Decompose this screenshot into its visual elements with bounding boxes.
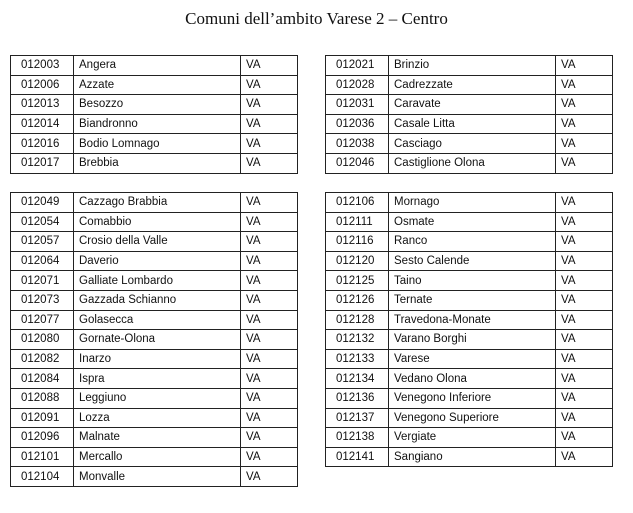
table-row [11, 388, 298, 408]
province-code: VA [241, 251, 298, 271]
table-row [11, 134, 298, 154]
comune-code: 012046 [326, 153, 389, 173]
province-code: VA [241, 193, 298, 213]
comune-code: 012116 [326, 232, 389, 252]
province-code: VA [241, 408, 298, 428]
table-row [11, 251, 298, 271]
province-code: VA [556, 251, 613, 271]
comune-code: 012138 [326, 428, 389, 448]
comune-code: 012141 [326, 447, 389, 467]
province-code: VA [556, 447, 613, 467]
comune-name: Sangiano [389, 447, 556, 467]
table-row [11, 330, 298, 350]
comune-name: Travedona-Monate [389, 310, 556, 330]
table-row [326, 310, 613, 330]
comune-name: Biandronno [74, 114, 241, 134]
comune-code: 012016 [11, 134, 74, 154]
table-row [326, 251, 613, 271]
province-code: VA [556, 428, 613, 448]
province-code: VA [241, 310, 298, 330]
table-row [11, 75, 298, 95]
province-code: VA [556, 290, 613, 310]
table-row [326, 369, 613, 389]
table-row [11, 56, 298, 76]
table-row [11, 349, 298, 369]
province-code: VA [241, 428, 298, 448]
comune-name: Varano Borghi [389, 330, 556, 350]
comuni-table-1 [10, 55, 298, 174]
table-row [326, 447, 613, 467]
comuni-table-2 [325, 55, 613, 174]
province-code: VA [241, 95, 298, 115]
comune-code: 012101 [11, 447, 74, 467]
province-code: VA [556, 271, 613, 291]
province-code: VA [556, 388, 613, 408]
table-row [326, 428, 613, 448]
comune-code: 012134 [326, 369, 389, 389]
table-row [11, 271, 298, 291]
comune-code: 012126 [326, 290, 389, 310]
table-row [11, 232, 298, 252]
comuni-table-3 [10, 192, 298, 487]
comune-code: 012125 [326, 271, 389, 291]
comune-name: Lozza [74, 408, 241, 428]
table-row [11, 467, 298, 487]
comune-code: 012036 [326, 114, 389, 134]
province-code: VA [241, 75, 298, 95]
province-code: VA [556, 212, 613, 232]
comune-code: 012017 [11, 153, 74, 173]
comune-name: Comabbio [74, 212, 241, 232]
province-code: VA [556, 330, 613, 350]
comune-name: Ternate [389, 290, 556, 310]
comune-code: 012071 [11, 271, 74, 291]
table-row [326, 95, 613, 115]
comune-code: 012073 [11, 290, 74, 310]
comune-name: Brebbia [74, 153, 241, 173]
comune-code: 012106 [326, 193, 389, 213]
table-row [326, 330, 613, 350]
comune-name: Besozzo [74, 95, 241, 115]
table-row [11, 290, 298, 310]
comune-name: Brinzio [389, 56, 556, 76]
comune-name: Castiglione Olona [389, 153, 556, 173]
province-code: VA [556, 75, 613, 95]
province-code: VA [556, 114, 613, 134]
comune-name: Mornago [389, 193, 556, 213]
province-code: VA [241, 134, 298, 154]
comune-code: 012096 [11, 428, 74, 448]
province-code: VA [241, 388, 298, 408]
province-code: VA [556, 310, 613, 330]
province-code: VA [556, 95, 613, 115]
table-row [326, 388, 613, 408]
comune-name: Vedano Olona [389, 369, 556, 389]
comune-name: Daverio [74, 251, 241, 271]
page-title: Comuni dell’ambito Varese 2 – Centro [185, 9, 448, 28]
table-row [326, 153, 613, 173]
comune-name: Venegono Inferiore [389, 388, 556, 408]
table-row [326, 212, 613, 232]
comune-code: 012111 [326, 212, 389, 232]
comune-name: Varese [389, 349, 556, 369]
province-code: VA [556, 408, 613, 428]
comune-name: Gornate-Olona [74, 330, 241, 350]
table-row [326, 75, 613, 95]
comune-code: 012064 [11, 251, 74, 271]
comune-name: Casciago [389, 134, 556, 154]
table-row [11, 447, 298, 467]
table-row [11, 369, 298, 389]
table-row [326, 408, 613, 428]
comune-name: Cazzago Brabbia [74, 193, 241, 213]
comune-name: Golasecca [74, 310, 241, 330]
province-code: VA [241, 369, 298, 389]
table-row [326, 349, 613, 369]
province-code: VA [241, 447, 298, 467]
table-row [11, 408, 298, 428]
comune-name: Ranco [389, 232, 556, 252]
comune-code: 012006 [11, 75, 74, 95]
comune-name: Azzate [74, 75, 241, 95]
comune-name: Caravate [389, 95, 556, 115]
comune-code: 012080 [11, 330, 74, 350]
table-row [11, 114, 298, 134]
comune-code: 012077 [11, 310, 74, 330]
comune-name: Cadrezzate [389, 75, 556, 95]
province-code: VA [556, 232, 613, 252]
comune-code: 012132 [326, 330, 389, 350]
comune-name: Bodio Lomnago [74, 134, 241, 154]
comune-name: Crosio della Valle [74, 232, 241, 252]
comune-code: 012084 [11, 369, 74, 389]
table-row [326, 114, 613, 134]
comuni-table-4 [325, 192, 613, 467]
province-code: VA [556, 153, 613, 173]
comune-name: Osmate [389, 212, 556, 232]
province-code: VA [241, 330, 298, 350]
comune-name: Angera [74, 56, 241, 76]
province-code: VA [556, 134, 613, 154]
province-code: VA [241, 349, 298, 369]
comune-name: Ispra [74, 369, 241, 389]
comune-name: Leggiuno [74, 388, 241, 408]
comune-code: 012028 [326, 75, 389, 95]
comune-code: 012088 [11, 388, 74, 408]
comune-name: Gazzada Schianno [74, 290, 241, 310]
comune-name: Malnate [74, 428, 241, 448]
table-row [326, 232, 613, 252]
comune-name: Inarzo [74, 349, 241, 369]
comune-name: Galliate Lombardo [74, 271, 241, 291]
table-row [326, 56, 613, 76]
comune-code: 012133 [326, 349, 389, 369]
comune-code: 012057 [11, 232, 74, 252]
province-code: VA [241, 290, 298, 310]
province-code: VA [556, 349, 613, 369]
comune-name: Taino [389, 271, 556, 291]
comune-code: 012104 [11, 467, 74, 487]
province-code: VA [241, 114, 298, 134]
comune-name: Mercallo [74, 447, 241, 467]
comune-code: 012054 [11, 212, 74, 232]
table-row [11, 212, 298, 232]
comune-code: 012128 [326, 310, 389, 330]
comune-code: 012031 [326, 95, 389, 115]
table-row [326, 271, 613, 291]
province-code: VA [241, 153, 298, 173]
comune-name: Vergiate [389, 428, 556, 448]
table-row [326, 134, 613, 154]
comune-code: 012014 [11, 114, 74, 134]
comune-code: 012013 [11, 95, 74, 115]
table-row [11, 193, 298, 213]
table-row [11, 310, 298, 330]
province-code: VA [241, 271, 298, 291]
comune-code: 012136 [326, 388, 389, 408]
comune-name: Monvalle [74, 467, 241, 487]
table-row [11, 95, 298, 115]
comune-code: 012120 [326, 251, 389, 271]
comune-name: Sesto Calende [389, 251, 556, 271]
comune-code: 012082 [11, 349, 74, 369]
table-row [11, 428, 298, 448]
table-row [11, 153, 298, 173]
province-code: VA [241, 232, 298, 252]
province-code: VA [556, 56, 613, 76]
province-code: VA [241, 212, 298, 232]
province-code: VA [556, 369, 613, 389]
province-code: VA [556, 193, 613, 213]
comune-name: Casale Litta [389, 114, 556, 134]
comune-code: 012137 [326, 408, 389, 428]
province-code: VA [241, 56, 298, 76]
province-code: VA [241, 467, 298, 487]
comune-code: 012091 [11, 408, 74, 428]
comune-code: 012038 [326, 134, 389, 154]
comune-name: Venegono Superiore [389, 408, 556, 428]
table-row [326, 290, 613, 310]
comune-code: 012049 [11, 193, 74, 213]
comune-code: 012003 [11, 56, 74, 76]
comune-code: 012021 [326, 56, 389, 76]
table-row [326, 193, 613, 213]
